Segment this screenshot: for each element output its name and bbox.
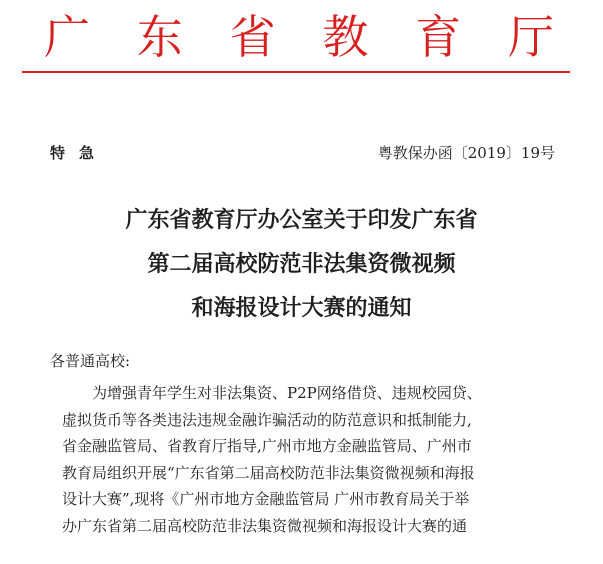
masthead-char: 教	[322, 10, 369, 64]
body-line: 教育局组织开展“广东省第二届高校防范非法集资微视频和海报	[62, 463, 475, 482]
issuing-authority-title	[44, 10, 554, 64]
body-line: 为增强青年学生对非法集资、P2P网络借贷、违规校园贷、	[92, 384, 482, 402]
body-line: 虚拟货币等各类违法违规金融诈骗活动的防范意识和抵制能力,	[62, 410, 472, 429]
urgency-label: 特急	[50, 144, 109, 162]
masthead-char: 东	[136, 10, 183, 64]
document-number: 粤教保办函〔2019〕19号	[377, 144, 555, 162]
document-title	[0, 198, 603, 330]
salutation: 各普通高校:	[50, 352, 131, 370]
title-line: 广东省教育厅办公室关于印发广东省	[125, 207, 478, 233]
body-line: 省金融监管局、省教育厅指导,广州市地方金融监管局、广州市	[62, 437, 472, 455]
document-meta	[0, 142, 603, 164]
body-line: 办广东省第二届高校防范非法集资微视频和海报设计大赛的通	[62, 516, 468, 535]
body-line: 设计大赛”,现将《广州市地方金融监管局 广州市教育局关于举	[62, 490, 470, 508]
masthead-char: 省	[229, 10, 276, 64]
title-line: 第二届高校防范非法集资微视频	[147, 251, 456, 277]
masthead	[0, 6, 603, 68]
masthead-char: 厅	[507, 10, 554, 64]
masthead-char: 广	[44, 10, 90, 64]
masthead-char: 育	[415, 10, 462, 64]
body-paragraph	[62, 380, 582, 539]
red-separator-line	[22, 71, 570, 73]
title-line: 和海报设计大赛的通知	[191, 295, 412, 321]
